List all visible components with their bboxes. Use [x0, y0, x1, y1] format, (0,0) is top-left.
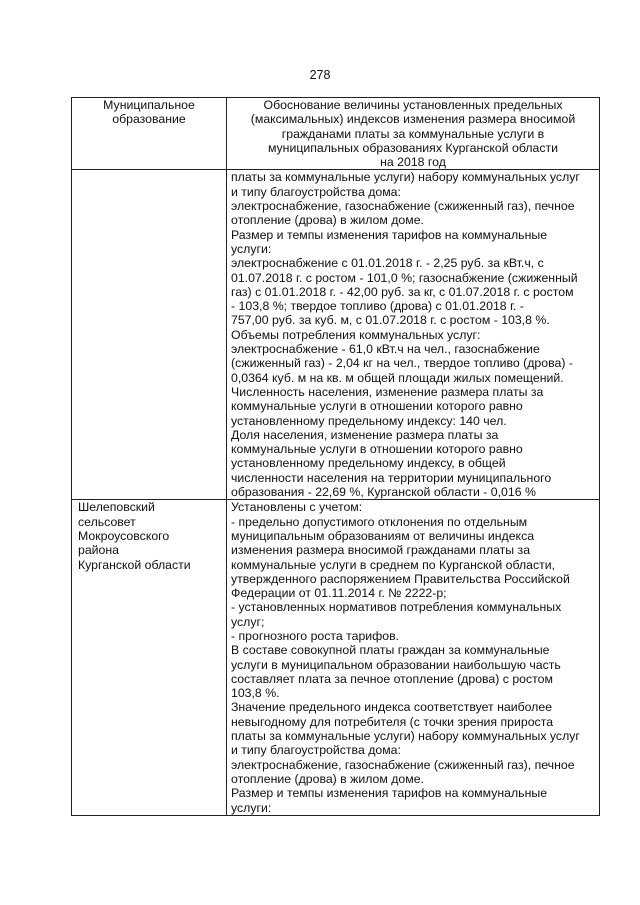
text-line: платы за коммунальные услуги) набору коммунальных услуг [231, 170, 580, 185]
text-line: Обоснование величины установленных предельных [263, 98, 563, 112]
text-line: коммунальные услуги в среднем по Курганской области, [231, 557, 556, 572]
text-line: 103,8 %. [231, 686, 280, 701]
text-line: на 2018 год [380, 155, 446, 170]
text-line: 757,00 руб. за куб. м, с 01.07.2018 г. с ростом - 103,8 %. [231, 313, 550, 328]
text-line: установленному предельному индексу: 140 чел. [231, 413, 507, 428]
text-line: (сжиженный газ) - 2,04 кг на чел., твердое топливо (дрова) - [231, 356, 573, 371]
text-line: коммунальные услуги в отношении которого равно [231, 442, 523, 457]
text-line: электроснабжение с 01.01.2018 г. - 2,25 руб. за кВт.ч, с [231, 256, 544, 271]
text-line: Федерации от 01.11.2014 г. № 2222-р; [231, 586, 447, 601]
text-line: установленному предельному индексу, в общей [231, 456, 506, 471]
text-line: Размер и темпы изменения тарифов на коммунальные [231, 227, 548, 242]
text-line: (максимальных) индексов изменения размера вносимой [250, 112, 576, 127]
text-line: составляет плата за печное отопление (дрова) с ростом [231, 671, 553, 686]
text-line: и типу благоустройства дома: [231, 184, 401, 199]
text-line: коммунальные услуги в отношении которого равно [231, 399, 523, 414]
table-row [72, 170, 600, 500]
text-line: гражданами платы за коммунальные услуги в [281, 126, 545, 141]
text-line: Установлены с учетом: [231, 500, 363, 515]
header-justification [227, 98, 600, 170]
text-line: образования - 22,69 %, Курганской области - 0,016 % [231, 485, 536, 500]
text-line: газ) с 01.01.2018 г. - 42,00 руб. за кг, с 01.07.2018 г. с ростом [231, 284, 574, 299]
justification-table [71, 97, 600, 816]
text-line: Значение предельного индекса соответствует наиболее [231, 700, 553, 715]
text-line: Курганской области [78, 557, 191, 572]
page-number: 278 [309, 68, 331, 82]
text-line: и типу благоустройства дома: [231, 743, 401, 758]
text-line: изменения размера вносимой гражданами платы за [231, 543, 531, 558]
header-municipality [72, 98, 227, 170]
table-row [72, 500, 600, 816]
text-line: - предельно допустимого отклонения по отдельным [231, 514, 528, 529]
text-line: образование [112, 112, 186, 127]
text-line: Мокроусовского [78, 528, 170, 543]
text-line: электроснабжение - 61,0 кВт.ч на чел., газоснабжение [231, 342, 540, 357]
text-line: услуги в муниципальном образовании наибольшую часть [231, 657, 561, 672]
text-line: численности населения на территории муниципального [231, 470, 552, 485]
text-line: отопление (дрова) в жилом доме. [231, 771, 424, 786]
text-line: утвержденного распоряжением Правительства Российской [231, 571, 570, 586]
text-line: услуг; [231, 614, 265, 629]
text-line: 01.07.2018 г. с ростом - 101,0 %; газоснабжение (сжиженный [231, 270, 578, 285]
municipality-cell [72, 500, 227, 816]
justification-cell [227, 170, 600, 500]
text-line: Объемы потребления коммунальных услуг: [231, 327, 481, 342]
text-line: отопление (дрова) в жилом доме. [231, 213, 424, 228]
text-line: Доля населения, изменение размера платы за [231, 427, 499, 442]
text-line: - прогнозного роста тарифов. [231, 628, 400, 643]
text-line: Шелеповский [78, 500, 155, 515]
text-line: электроснабжение, газоснабжение (сжиженный газ), печное [231, 757, 575, 772]
municipality-cell [72, 170, 227, 500]
text-line: - установленных нормативов потребления коммунальных [231, 600, 562, 615]
text-line: невыгодному для потребителя (с точки зрения прироста [231, 714, 554, 729]
text-line: В составе совокупной платы граждан за коммунальные [231, 643, 550, 658]
text-line: муниципальных образованиях Курганской области [267, 140, 559, 155]
text-line: Численность населения, изменение размера платы за [231, 384, 544, 399]
text-line: услуги: [231, 241, 272, 256]
justification-cell [227, 500, 600, 816]
text-line: 0,0364 куб. м на кв. м общей площади жилых помещений. [231, 370, 564, 385]
text-line: Муниципальное [103, 98, 195, 112]
text-line: - 103,8 %; твердое топливо (дрова) с 01.01.2018 г. - [231, 299, 524, 314]
text-line: платы за коммунальные услуги) набору коммунальных услуг [231, 729, 580, 744]
text-line: района [78, 543, 120, 558]
text-line: сельсовет [78, 514, 136, 529]
table-header-row [72, 98, 600, 170]
text-line: муниципальным образованиям от величины индекса [231, 528, 535, 543]
text-line: услуги: [231, 800, 272, 815]
text-line: Размер и темпы изменения тарифов на коммунальные [231, 786, 548, 801]
text-line: электроснабжение, газоснабжение (сжиженный газ), печное [231, 199, 575, 214]
